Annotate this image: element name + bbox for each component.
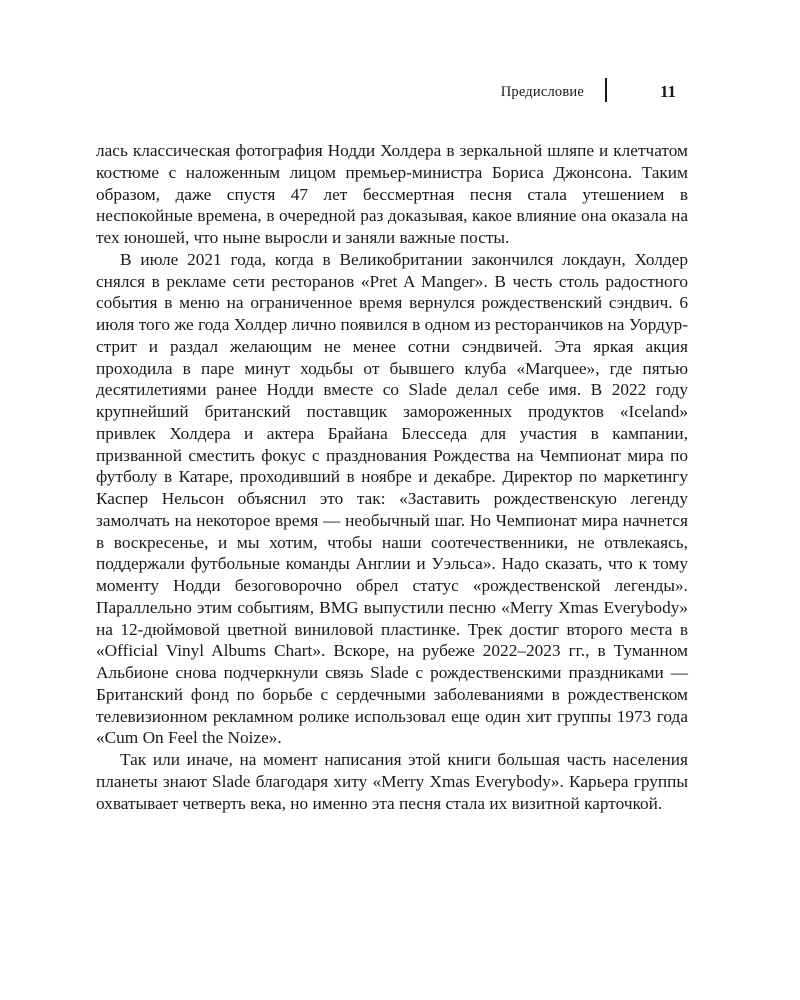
page-number: 11 [660, 82, 677, 101]
body-text [96, 140, 688, 814]
paragraph-3: Так или иначе, на момент написания этой книги большая часть населения планеты знают Slade благодаря хиту «Merry Xmas Everybody». Карьера группы охватывает четверть века, но именно эта песня стала их визитной карточкой. [96, 750, 688, 813]
paragraph-2: В июле 2021 года, когда в Великобритании закончился локдаун, Холдер снялся в рекламе сети ресторанов «Pret A Manger». В честь столь радостного события в меню на ограниченное время вернулся рождественский сэндвич. 6 июля того же года Холдер лично появился в одном из ресторанчиков на Уордур-стрит и раздал желающим не менее сотни сэндвичей. Эта яркая акция проходила в паре минут ходьбы от бывшего клуба «Marquee», где пятью десятилетиями ранее Нодди вместе со Slade делал себе имя. В 2022 году крупнейший британский поставщик замороженных продуктов «Iceland» привлек Холдера и актера Брайана Блесседа для участия в кампании, призванной сместить фокус с празднования Рождества на Чемпионат мира по футболу в Катаре, проходивший в ноябре и декабре. Директор по маркетингу Каспер Нельсон объяснил это так: «Заставить рождественскую легенду замолчать на некоторое время — необычный шаг. Но Чемпионат мира начнется в воскресенье, и мы хотим, чтобы наши соотечественники, не отвлекаясь, поддержали футбольные команды Англии и Уэльса». Надо сказать, что к тому моменту Нодди безоговорочно обрел статус «рождественской легенды». Параллельно этим событиям, BMG выпустили песню «Merry Xmas Everybody» на 12-дюймовой цветной виниловой пластинке. Трек достиг второго места в «Official Vinyl Albums Chart». Вскоре, на рубеже 2022–2023 гг., в Туманном Альбионе снова подчеркнули связь Slade с рождественскими праздниками — Британский фонд по борьбе с сердечными заболеваниями в рождественском телевизионном рекламном ролике использовал еще один хит группы 1973 года «Cum On Feel the Noize». [96, 249, 688, 748]
header-divider [605, 78, 607, 102]
section-title: Предисловие [500, 84, 584, 100]
paragraph-1: лась классическая фотография Нодди Холдера в зеркальной шляпе и клетчатом костюме с наложенным лицом премьер-министра Бориса Джонсона. Таким образом, даже спустя 47 лет бессмертная песня стала утешением в неспокойные времена, в очередной раз доказывая, какое влияние она оказала на тех юношей, что ныне выросли и заняли важные посты. [96, 141, 688, 247]
running-header [0, 78, 800, 108]
